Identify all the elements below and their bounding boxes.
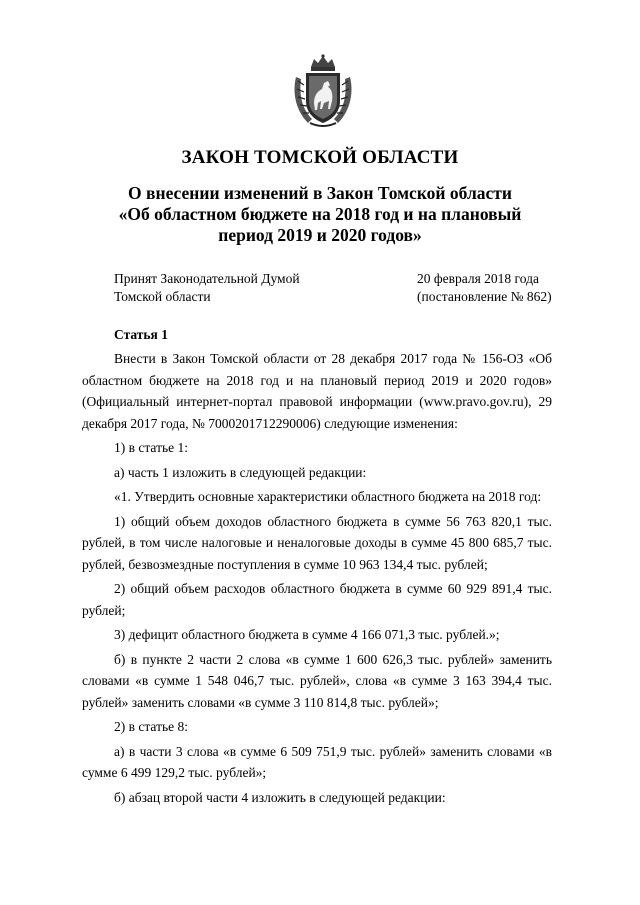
- article-heading: Статья 1: [114, 327, 168, 342]
- law-subtitle: [0, 183, 640, 246]
- document-body: [82, 348, 552, 811]
- adopted-by: [114, 270, 300, 306]
- adopted-by-line: Томской области: [114, 289, 211, 304]
- paragraph: 2) общий объем расходов областного бюджета в сумме 60 929 891,4 тыс. рублей;: [82, 581, 552, 618]
- subtitle-line: О внесении изменений в Закон Томской области: [128, 183, 512, 203]
- adopted-by-line: Принят Законодательной Думой: [114, 271, 300, 286]
- paragraph: а) часть 1 изложить в следующей редакции:: [114, 464, 367, 480]
- paragraph: Внести в Закон Томской области от 28 декабря 2017 года № 156-ОЗ «Об областном бюджете на 2018 год и на плановый период 2019 и 2020 годов» (Официальный интернет-портал правовой информации (www.pravo.gov.ru), 29 декабря 2017 года, № 7000201712290006) следующие изменения:: [82, 351, 552, 431]
- adoption-resolution-line: (постановление № 862): [417, 289, 552, 304]
- law-title: ЗАКОН ТОМСКОЙ ОБЛАСТИ: [181, 147, 459, 168]
- tomsk-coat-of-arms-icon: [292, 53, 354, 129]
- paragraph: б) абзац второй части 4 изложить в следующей редакции:: [114, 789, 446, 805]
- paragraph: «1. Утвердить основные характеристики областного бюджета на 2018 год:: [114, 489, 542, 504]
- paragraph: 3) дефицит областного бюджета в сумме 4 166 071,3 тыс. рублей.»;: [114, 627, 500, 642]
- subtitle-line: «Об областном бюджете на 2018 год и на плановый: [118, 204, 522, 224]
- paragraph: б) в пункте 2 части 2 слова «в сумме 1 600 626,3 тыс. рублей» заменить словами «в сумме 1 548 046,7 тыс. рублей», слова «в сумме 3 163 394,4 тыс. рублей» заменить словами «в сумме 3 110 814,8 тыс. рублей»;: [82, 651, 552, 710]
- adoption-date: [417, 270, 552, 306]
- paragraph: 1) в статье 1:: [114, 440, 188, 455]
- subtitle-line: период 2019 и 2020 годов»: [218, 225, 422, 245]
- paragraph: а) в части 3 слова «в сумме 6 509 751,9 тыс. рублей» заменить словами «в сумме 6 499 129,2 тыс. рублей»;: [82, 743, 552, 780]
- paragraph: 2) в статье 8:: [114, 719, 188, 734]
- paragraph: 1) общий объем доходов областного бюджета в сумме 56 763 820,1 тыс. рублей, в том числе налоговые и неналоговые доходы в сумме 45 800 685,7 тыс. рублей, безвозмездные поступления в сумме 10 963 134,4 тыс. рублей;: [82, 513, 552, 572]
- adoption-date-line: 20 февраля 2018 года: [417, 271, 539, 286]
